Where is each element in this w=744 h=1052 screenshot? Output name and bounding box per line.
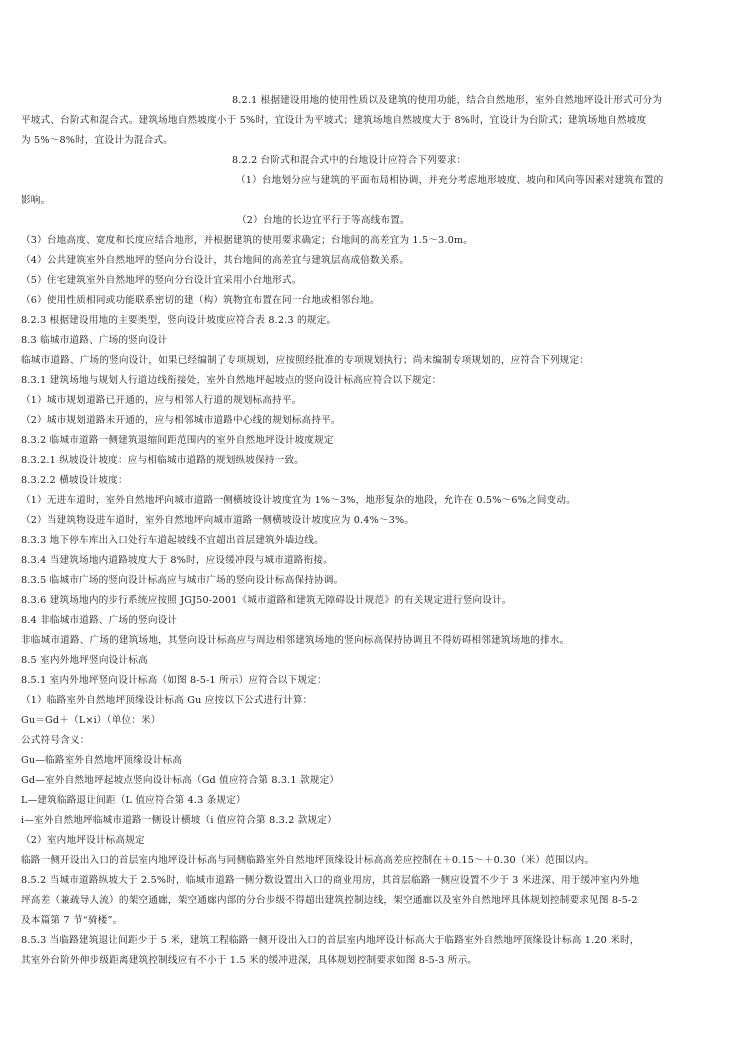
paragraph-8-3-2-2-item-1: （1）无进车道时，室外自然地坪向城市道路一侧横坡设计坡度宜为 1%～3%，地形复杂的地段，允许在 0.5%～6%之间变动。 <box>21 495 576 506</box>
item-6: （6）使用性质相同或功能联系密切的建（构）筑物宜布置在同一台地或相邻台地。 <box>21 295 380 306</box>
paragraph-8-5-3-line-1: 8.5.3 当临路建筑退让间距少于 5 米，建筑工程临路一侧开设出入口的首层室内地坪设计标高大于临路室外自然地坪顶缘设计标高 1.20 米时， <box>21 935 640 946</box>
section-8-4-heading: 8.4 非临城市道路、广场的竖向设计 <box>21 615 178 626</box>
formula-legend-l: L—建筑临路退让间距（L 值应符合第 4.3 条规定） <box>21 795 246 806</box>
paragraph-8-3-2-1: 8.3.2.1 纵坡设计坡度：应与相临城市道路的规划纵坡保持一致。 <box>21 455 305 466</box>
paragraph-8-5-2-line-3: 及本篇第 7 节“骑楼”。 <box>21 915 123 926</box>
formula-legend-gu: Gu—临路室外自然地坪顶缘设计标高 <box>21 755 183 766</box>
paragraph-8-3-1-item-1: （1）城市规划道路已开通的，应与相邻人行道的规划标高持平。 <box>21 395 302 406</box>
paragraph-8-3-1-item-2: （2）城市规划道路未开通的，应与相邻城市道路中心线的规划标高持平。 <box>21 415 341 426</box>
section-8-3-intro: 临城市道路、广场的竖向设计，如果已经编制了专项规划，应按照经批准的专项规划执行；尚未编制专项规划的，应符合下列规定： <box>21 355 590 366</box>
formula-legend-i: i—室外自然地坪临城市道路一侧设计横坡（i 值应符合第 8.3.2 款规定） <box>21 815 337 826</box>
section-8-3-heading: 8.3 临城市道路、广场的竖向设计 <box>21 335 168 346</box>
section-8-5-heading: 8.5 室内外地坪竖向设计标高 <box>21 655 148 666</box>
formula-legend-heading: 公式符号含义： <box>21 735 90 746</box>
paragraph-8-2-1-line-2: 平坡式、台阶式和混合式。建筑场地自然坡度小于 5%时，宜设计为平坡式；建筑场地自然坡度大于 8%时，宜设计为台阶式；建筑场地自然坡度 <box>21 115 647 126</box>
paragraph-8-3-4: 8.3.4 当建筑场地内道路坡度大于 8%时，应设缓冲段与城市道路衔接。 <box>21 555 333 566</box>
paragraph-8-3-1: 8.3.1 建筑场地与规划人行道边线衔接处，室外自然地坪起坡点的竖向设计标高应符合以下规定： <box>21 375 442 386</box>
paragraph-8-5-3-line-2: 其室外台阶外伸步级距离建筑控制线应有不小于 1.5 米的缓冲进深，具体规划控制要求如图 8-5-3 所示。 <box>21 955 478 966</box>
paragraph-8-3-2-2-item-2: （2）当建筑物设进车道时，室外自然地坪向城市道路一侧横坡设计坡度应为 0.4%～3%。 <box>21 515 415 526</box>
item-3: （3）台地高度、宽度和长度应结合地形，并根据建筑的使用要求确定；台地间的高差宜为 1.5～3.0m。 <box>21 235 474 246</box>
item-2: （2）台地的长边宜平行于等高线布置。 <box>237 215 410 226</box>
item-5: （5）住宅建筑室外自然地坪的竖向分台设计宜采用小台地形式。 <box>21 275 302 286</box>
paragraph-8-5-1-item-2-body: 临路一侧开设出入口的首层室内地坪设计标高与同侧临路室外自然地坪顶缘设计标高高差应控制在＋0.15～＋0.30（米）范围以内。 <box>21 855 595 866</box>
section-8-4-body: 非临城市道路、广场的建筑场地，其竖向设计标高应与周边相邻建筑场地的竖向标高保持协调且不得妨碍相邻建筑场地的排水。 <box>21 635 570 646</box>
paragraph-8-2-1-line-3: 为 5%～8%时，宜设计为混合式。 <box>21 135 174 146</box>
paragraph-8-2-3: 8.2.3 根据建设用地的主要类型，竖向设计坡度应符合表 8.2.3 的规定。 <box>21 315 337 326</box>
document-body <box>21 91 725 971</box>
paragraph-8-2-2-heading: 8.2.2 台阶式和混合式中的台地设计应符合下列要求： <box>232 155 467 166</box>
paragraph-8-5-2-line-1: 8.5.2 当城市道路纵坡大于 2.5%时，临城市道路一侧分数设置出入口的商业用房，其首层临路一侧应设置不少于 3 米进深、用于缓冲室内外地 <box>21 875 640 886</box>
paragraph-8-3-5: 8.3.5 临城市广场的竖向设计标高应与城市广场的竖向设计标高保持协调。 <box>21 575 344 586</box>
paragraph-8-5-1: 8.5.1 室内外地坪竖向设计标高（如图 8-5-1 所示）应符合以下规定： <box>21 675 327 686</box>
paragraph-8-5-1-item-2: （2）室内地坪设计标高规定 <box>21 835 145 846</box>
item-4: （4）公共建筑室外自然地坪的竖向分台设计，其台地间的高差宜与建筑层高成倍数关系。 <box>21 255 410 266</box>
item-1-line-2: 影响。 <box>21 195 51 206</box>
paragraph-8-3-6: 8.3.6 建筑场地内的步行系统应按照 JGJ50-2001《城市道路和建筑无障碍设计规范》的有关规定进行竖向设计。 <box>21 595 512 606</box>
item-1-line-1: （1）台地划分应与建筑的平面布局相协调，并充分考虑地形坡度、坡向和风向等因素对建筑布置的 <box>236 175 664 186</box>
paragraph-8-5-2-line-2: 坪高差（兼疏导人流）的架空通廊，架空通廊内部的分台步级不得超出建筑控制边线，架空通廊以及室外自然地坪具体规划控制要求见图 8-5-2 <box>21 895 638 906</box>
paragraph-8-3-2-2: 8.3.2.2 横坡设计坡度： <box>21 475 128 486</box>
formula-legend-gd: Gd—室外自然地坪起坡点竖向设计标高（Gd 值应符合第 8.3.1 款规定） <box>21 775 340 786</box>
paragraph-8-2-1-line-1: 8.2.1 根据建设用地的使用性质以及建筑的使用功能，结合自然地形，室外自然地坪设计形式可分为 <box>232 95 663 106</box>
paragraph-8-3-2: 8.3.2 临城市道路一侧建筑退缩间距范围内的室外自然地坪设计坡度规定 <box>21 435 334 446</box>
formula: Gu＝Gd＋（L×i）（单位：米） <box>21 715 161 726</box>
paragraph-8-5-1-item-1: （1）临路室外自然地坪顶缘设计标高 Gu 应按以下公式进行计算： <box>21 695 313 706</box>
paragraph-8-3-3: 8.3.3 地下停车库出入口处行车道起坡线不宜超出首层建筑外墙边线。 <box>21 535 324 546</box>
